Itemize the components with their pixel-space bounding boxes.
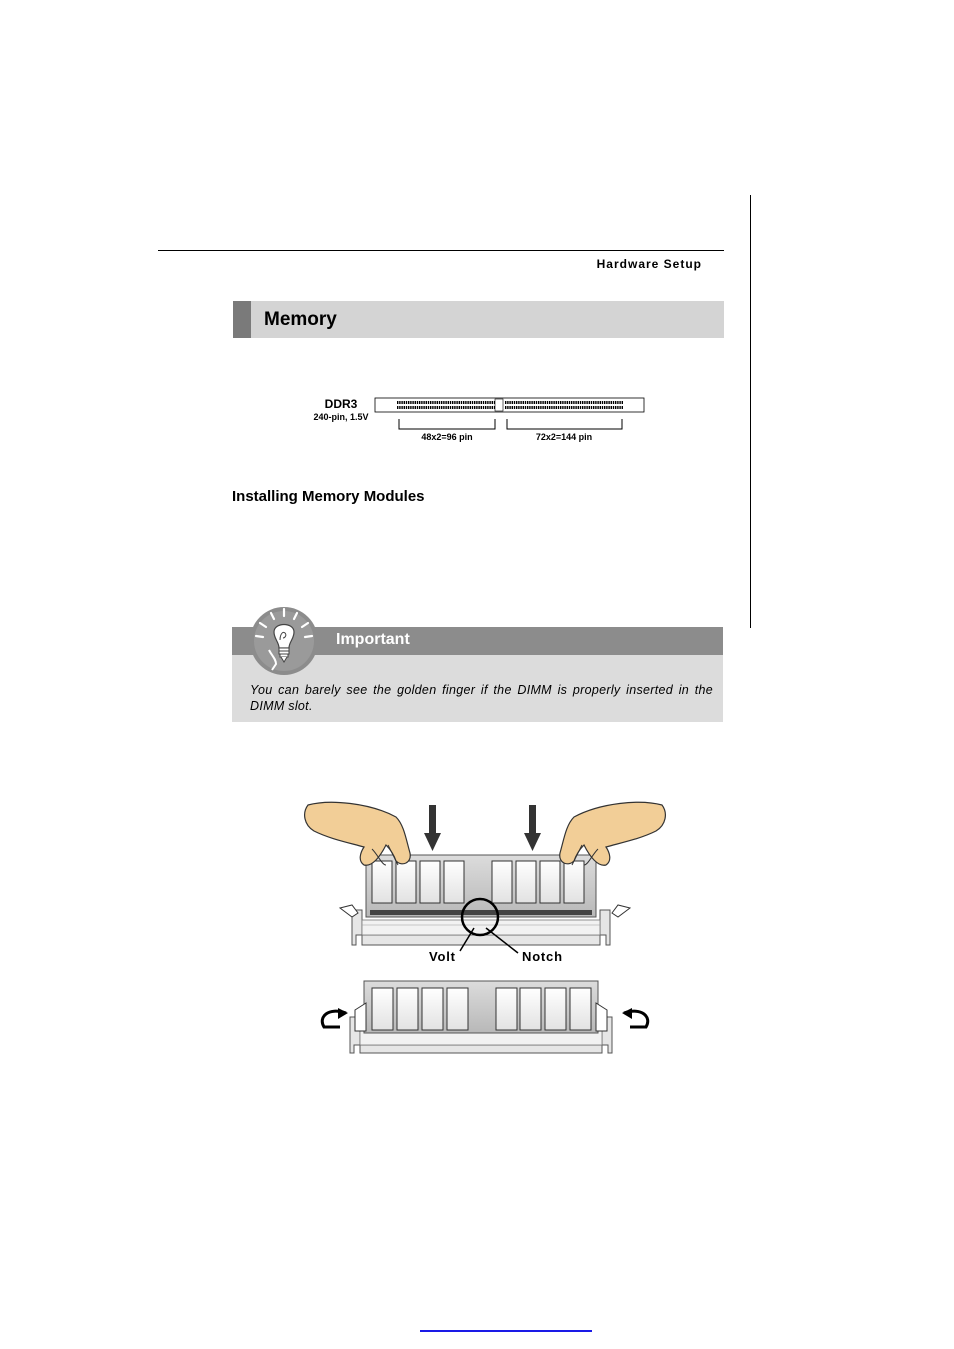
slot-pin xyxy=(401,406,402,409)
slot-pin xyxy=(408,406,409,409)
slot-pin xyxy=(540,401,541,404)
slot-pin xyxy=(415,406,416,409)
slot-pin xyxy=(589,401,590,404)
memory-chip xyxy=(520,988,541,1030)
slot-pin xyxy=(459,406,460,409)
side-rule xyxy=(750,195,751,628)
slot-pin xyxy=(428,406,429,409)
slot-pin xyxy=(437,406,438,409)
slot-pin xyxy=(619,406,620,409)
slot-pin xyxy=(412,406,413,409)
slot-pin xyxy=(547,401,548,404)
left-hand xyxy=(305,802,411,865)
slot-pin xyxy=(406,406,407,409)
slot-pin xyxy=(472,406,473,409)
slot-pin xyxy=(523,401,524,404)
slot-pin xyxy=(448,406,449,409)
memory-chip xyxy=(444,861,464,903)
memory-chip xyxy=(422,988,443,1030)
slot-pin xyxy=(564,401,565,404)
slot-pin xyxy=(553,406,554,409)
slot-pin xyxy=(459,401,460,404)
right-group-bracket xyxy=(507,419,622,429)
slot-pin xyxy=(481,401,482,404)
slot-pin xyxy=(595,406,596,409)
slot-pin xyxy=(604,401,605,404)
slot-pin xyxy=(547,406,548,409)
slot-pin xyxy=(582,406,583,409)
slot-pin xyxy=(613,401,614,404)
slot-pin xyxy=(426,406,427,409)
slot-pin xyxy=(412,401,413,404)
slot-pin xyxy=(448,401,449,404)
memory-chip xyxy=(570,988,591,1030)
slot-pin xyxy=(421,401,422,404)
left-pin-group-label: 48x2=96 pin xyxy=(421,432,473,442)
slot-pin xyxy=(489,406,490,409)
slot-pin xyxy=(514,406,515,409)
slot-pin xyxy=(410,406,411,409)
slot-pin xyxy=(584,406,585,409)
slot-pin xyxy=(483,401,484,404)
slot-pin xyxy=(415,401,416,404)
slot-pin xyxy=(549,406,550,409)
slot-pin xyxy=(564,406,565,409)
slot-pin xyxy=(514,401,515,404)
dimm-slot-diagram xyxy=(370,394,650,434)
slot-pin xyxy=(571,406,572,409)
slot-pin xyxy=(545,401,546,404)
slot-pin xyxy=(551,406,552,409)
slot-pin xyxy=(423,406,424,409)
slot-pin xyxy=(467,401,468,404)
memory-chip xyxy=(516,861,536,903)
right-hand xyxy=(560,802,666,865)
slot-pin xyxy=(580,406,581,409)
slot-pin xyxy=(578,406,579,409)
slot-pin xyxy=(531,406,532,409)
slot-pin xyxy=(401,401,402,404)
slot-pin xyxy=(456,401,457,404)
right-pin-group-label: 72x2=144 pin xyxy=(535,432,593,442)
slot-pin xyxy=(470,406,471,409)
slot-pin xyxy=(613,406,614,409)
slot-pin xyxy=(578,401,579,404)
slot-pin xyxy=(492,406,493,409)
slot-pin xyxy=(485,406,486,409)
memory-chip xyxy=(372,861,392,903)
slot-pin xyxy=(463,401,464,404)
slot-pin xyxy=(483,406,484,409)
slot-pin xyxy=(529,401,530,404)
volt-label: Volt xyxy=(429,949,456,964)
memory-chip xyxy=(397,988,418,1030)
slot-pin xyxy=(461,401,462,404)
slot-pin xyxy=(569,406,570,409)
slot-pin xyxy=(529,406,530,409)
slot-pin xyxy=(551,401,552,404)
slot-pin xyxy=(525,401,526,404)
slot-pin xyxy=(452,406,453,409)
memory-chip xyxy=(564,861,584,903)
slot-pin xyxy=(437,401,438,404)
slot-pin xyxy=(573,401,574,404)
slot-pin xyxy=(474,406,475,409)
slot-pin xyxy=(525,406,526,409)
slot-pin xyxy=(538,401,539,404)
slot-pin xyxy=(428,401,429,404)
left-latch-top xyxy=(340,905,358,917)
slot-pin xyxy=(518,406,519,409)
slot-pin xyxy=(549,401,550,404)
slot-pin xyxy=(597,406,598,409)
slot-pin xyxy=(516,406,517,409)
slot-pin xyxy=(611,406,612,409)
slot-pin xyxy=(540,406,541,409)
slot-pin xyxy=(606,401,607,404)
slot-pin xyxy=(467,406,468,409)
ddr3-type-label: DDR3 xyxy=(324,397,358,411)
left-group-bracket xyxy=(399,419,495,429)
slot-pin xyxy=(421,406,422,409)
memory-chip xyxy=(420,861,440,903)
slot-pin xyxy=(556,401,557,404)
slot-pin xyxy=(445,406,446,409)
slot-pin xyxy=(536,401,537,404)
slot-pin xyxy=(622,401,623,404)
ddr3-spec-label: 240-pin, 1.5V xyxy=(313,412,369,422)
memory-chip xyxy=(540,861,560,903)
slot-pin xyxy=(586,401,587,404)
slot-pin xyxy=(520,401,521,404)
slot-pin xyxy=(509,406,510,409)
dimm-installation-figure xyxy=(300,795,670,1060)
slot-pin xyxy=(542,401,543,404)
slot-pin xyxy=(562,406,563,409)
slot-key xyxy=(495,399,503,411)
slot-pin xyxy=(542,406,543,409)
slot-pin xyxy=(615,406,616,409)
latch-rotate-icon xyxy=(322,1008,348,1027)
slot-pin xyxy=(593,401,594,404)
right-latch-closed xyxy=(596,1003,607,1031)
slot-pin xyxy=(571,401,572,404)
slot-pin xyxy=(485,401,486,404)
memory-chip xyxy=(447,988,468,1030)
slot-pin xyxy=(512,401,513,404)
slot-pin xyxy=(426,401,427,404)
slot-pin xyxy=(439,406,440,409)
slot-pin xyxy=(419,406,420,409)
down-arrow-icon xyxy=(524,805,541,851)
slot-pin xyxy=(489,401,490,404)
slot-pin xyxy=(575,401,576,404)
slot-pin xyxy=(622,406,623,409)
slot-pin xyxy=(602,401,603,404)
memory-chip xyxy=(396,861,416,903)
slot-pin xyxy=(580,401,581,404)
slot-pin xyxy=(430,406,431,409)
slot-pin xyxy=(432,401,433,404)
slot-pin xyxy=(443,406,444,409)
slot-pin xyxy=(602,406,603,409)
golden-finger-top xyxy=(370,910,592,915)
memory-chip xyxy=(492,861,512,903)
latch-rotate-icon xyxy=(622,1008,648,1027)
slot-pin xyxy=(452,401,453,404)
slot-pin xyxy=(536,406,537,409)
slot-pin xyxy=(439,401,440,404)
slot-pin xyxy=(481,406,482,409)
running-header: Hardware Setup xyxy=(596,257,702,271)
slot-pin xyxy=(450,406,451,409)
slot-pin xyxy=(441,401,442,404)
slot-pin xyxy=(441,406,442,409)
slot-pin xyxy=(556,406,557,409)
slot-pin xyxy=(507,401,508,404)
installing-heading: Installing Memory Modules xyxy=(232,488,425,505)
slot-pin xyxy=(520,406,521,409)
slot-pin xyxy=(445,401,446,404)
footer-link-underline[interactable] xyxy=(420,1330,592,1332)
slot-pin xyxy=(476,406,477,409)
slot-pin xyxy=(406,401,407,404)
slot-pin xyxy=(600,401,601,404)
slot-pin xyxy=(470,401,471,404)
important-note-text: You can barely see the golden finger if the DIMM is properly inserted in the DIMM slot. xyxy=(250,683,713,713)
slot-pin xyxy=(410,401,411,404)
slot-pin xyxy=(617,406,618,409)
slot-pin xyxy=(582,401,583,404)
slot-pin xyxy=(615,401,616,404)
slot-pin xyxy=(560,406,561,409)
slot-pin xyxy=(505,401,506,404)
slot-pin xyxy=(399,401,400,404)
slot-pin xyxy=(492,401,493,404)
slot-pin xyxy=(474,401,475,404)
slot-pin xyxy=(595,401,596,404)
notch-label: Notch xyxy=(522,949,563,964)
slot-pin xyxy=(560,401,561,404)
slot-pin xyxy=(608,401,609,404)
slot-pin xyxy=(408,401,409,404)
slot-pin xyxy=(604,406,605,409)
slot-pin xyxy=(553,401,554,404)
slot-pin xyxy=(593,406,594,409)
slot-pin xyxy=(509,401,510,404)
slot-pin xyxy=(434,401,435,404)
right-latch-top xyxy=(612,905,630,917)
slot-pin xyxy=(487,401,488,404)
slot-pin xyxy=(534,406,535,409)
slot-pin xyxy=(523,406,524,409)
slot-pin xyxy=(606,406,607,409)
slot-pin xyxy=(443,401,444,404)
slot-pin xyxy=(527,401,528,404)
slot-outline xyxy=(375,398,644,412)
slot-pin xyxy=(404,406,405,409)
slot-pin xyxy=(507,406,508,409)
slot-pin xyxy=(465,401,466,404)
memory-chip xyxy=(496,988,517,1030)
slot-pin xyxy=(569,401,570,404)
slot-pin xyxy=(450,401,451,404)
slot-pin xyxy=(432,406,433,409)
slot-pin xyxy=(619,401,620,404)
section-title: Memory xyxy=(264,309,337,330)
slot-pin xyxy=(518,401,519,404)
memory-chip xyxy=(372,988,393,1030)
slot-pin xyxy=(538,406,539,409)
slot-pin xyxy=(397,401,398,404)
slot-pin xyxy=(476,401,477,404)
slot-pin xyxy=(567,406,568,409)
slot-pin xyxy=(558,406,559,409)
slot-pin xyxy=(478,406,479,409)
dimm-module-bottom xyxy=(364,981,598,1033)
slot-pin xyxy=(545,406,546,409)
slot-pin xyxy=(417,401,418,404)
slot-pin xyxy=(591,401,592,404)
slot-pin xyxy=(573,406,574,409)
lightbulb-icon xyxy=(250,604,322,678)
slot-pin xyxy=(567,401,568,404)
memory-chip xyxy=(545,988,566,1030)
important-title: Important xyxy=(336,631,410,648)
slot-pin xyxy=(472,401,473,404)
slot-pin xyxy=(575,406,576,409)
slot-pin xyxy=(611,401,612,404)
slot-pin xyxy=(434,406,435,409)
slot-pin xyxy=(516,401,517,404)
slot-pin xyxy=(417,406,418,409)
slot-pin xyxy=(461,406,462,409)
slot-pin xyxy=(454,401,455,404)
slot-pin xyxy=(512,406,513,409)
slot-pin xyxy=(423,401,424,404)
slot-pin xyxy=(600,406,601,409)
down-arrow-icon xyxy=(424,805,441,851)
slot-pin xyxy=(397,406,398,409)
slot-pin xyxy=(531,401,532,404)
slot-pin xyxy=(608,406,609,409)
slot-pin xyxy=(419,401,420,404)
slot-pin xyxy=(465,406,466,409)
slot-pin xyxy=(505,406,506,409)
slot-pin xyxy=(597,401,598,404)
section-title-accent xyxy=(233,301,251,338)
slot-pin xyxy=(487,406,488,409)
header-rule xyxy=(158,250,724,251)
slot-pin xyxy=(430,401,431,404)
slot-pin xyxy=(534,401,535,404)
slot-pin xyxy=(562,401,563,404)
slot-pin xyxy=(463,406,464,409)
slot-pin xyxy=(454,406,455,409)
slot-pin xyxy=(617,401,618,404)
slot-pin xyxy=(591,406,592,409)
left-latch-closed xyxy=(355,1003,366,1031)
slot-pin xyxy=(589,406,590,409)
slot-pin xyxy=(399,406,400,409)
slot-pin xyxy=(584,401,585,404)
slot-pin xyxy=(558,401,559,404)
slot-pin xyxy=(404,401,405,404)
slot-pin xyxy=(456,406,457,409)
slot-pin xyxy=(478,401,479,404)
slot-pin xyxy=(527,406,528,409)
slot-pin xyxy=(586,406,587,409)
